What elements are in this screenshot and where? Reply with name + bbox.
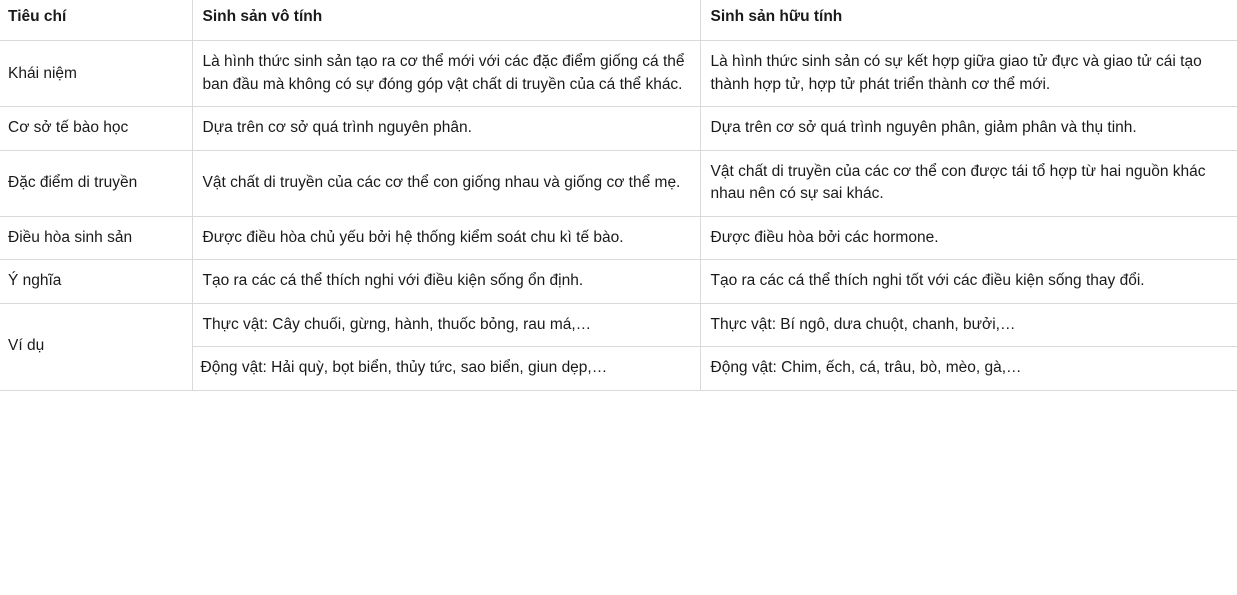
row-criterion-significance: Ý nghĩa xyxy=(0,260,192,303)
row-criterion-concept: Khái niệm xyxy=(0,41,192,107)
cell-sexual-cell-basis: Dựa trên cơ sở quá trình nguyên phân, giảm phân và thụ tinh. xyxy=(700,107,1237,150)
cell-sexual-regulation: Được điều hòa bởi các hormone. xyxy=(700,216,1237,259)
cell-sexual-example-animals: Động vật: Chim, ếch, cá, trâu, bò, mèo, gà,… xyxy=(700,347,1237,390)
cell-asexual-example-animals: Động vật: Hải quỳ, bọt biển, thủy tức, sao biển, giun dẹp,… xyxy=(192,347,700,390)
table-row xyxy=(0,107,1237,150)
cell-asexual-concept: Là hình thức sinh sản tạo ra cơ thể mới với các đặc điểm giống cá thể ban đầu mà không có sự đóng góp vật chất di truyền của cá thể khác. xyxy=(192,41,700,107)
table-row xyxy=(0,150,1237,216)
table-body xyxy=(0,41,1237,390)
cell-asexual-genetics: Vật chất di truyền của các cơ thể con giống nhau và giống cơ thể mẹ. xyxy=(192,150,700,216)
cell-asexual-regulation: Được điều hòa chủ yếu bởi hệ thống kiểm soát chu kì tế bào. xyxy=(192,216,700,259)
cell-sexual-significance: Tạo ra các cá thể thích nghi tốt với các điều kiện sống thay đổi. xyxy=(700,260,1237,303)
cell-sexual-example-plants: Thực vật: Bí ngô, dưa chuột, chanh, bưởi,… xyxy=(700,303,1237,346)
column-header-criterion: Tiêu chí xyxy=(0,0,192,41)
column-header-asexual: Sinh sản vô tính xyxy=(192,0,700,41)
row-criterion-examples: Ví dụ xyxy=(0,303,192,390)
cell-asexual-example-plants: Thực vật: Cây chuối, gừng, hành, thuốc bỏng, rau má,… xyxy=(192,303,700,346)
table-row xyxy=(0,41,1237,107)
table-row xyxy=(0,303,1237,346)
cell-asexual-cell-basis: Dựa trên cơ sở quá trình nguyên phân. xyxy=(192,107,700,150)
table-row xyxy=(0,260,1237,303)
cell-asexual-significance: Tạo ra các cá thể thích nghi với điều kiện sống ổn định. xyxy=(192,260,700,303)
row-criterion-cell-basis: Cơ sở tế bào học xyxy=(0,107,192,150)
column-header-sexual: Sinh sản hữu tính xyxy=(700,0,1237,41)
cell-sexual-concept: Là hình thức sinh sản có sự kết hợp giữa giao tử đực và giao tử cái tạo thành hợp tử, hợp tử phát triển thành cơ thể mới. xyxy=(700,41,1237,107)
row-criterion-genetics: Đặc điểm di truyền xyxy=(0,150,192,216)
row-criterion-regulation: Điều hòa sinh sản xyxy=(0,216,192,259)
cell-sexual-genetics: Vật chất di truyền của các cơ thể con được tái tổ hợp từ hai nguồn khác nhau nên có sự sai khác. xyxy=(700,150,1237,216)
table-row xyxy=(0,216,1237,259)
table-header-row xyxy=(0,0,1237,41)
table-header xyxy=(0,0,1237,41)
